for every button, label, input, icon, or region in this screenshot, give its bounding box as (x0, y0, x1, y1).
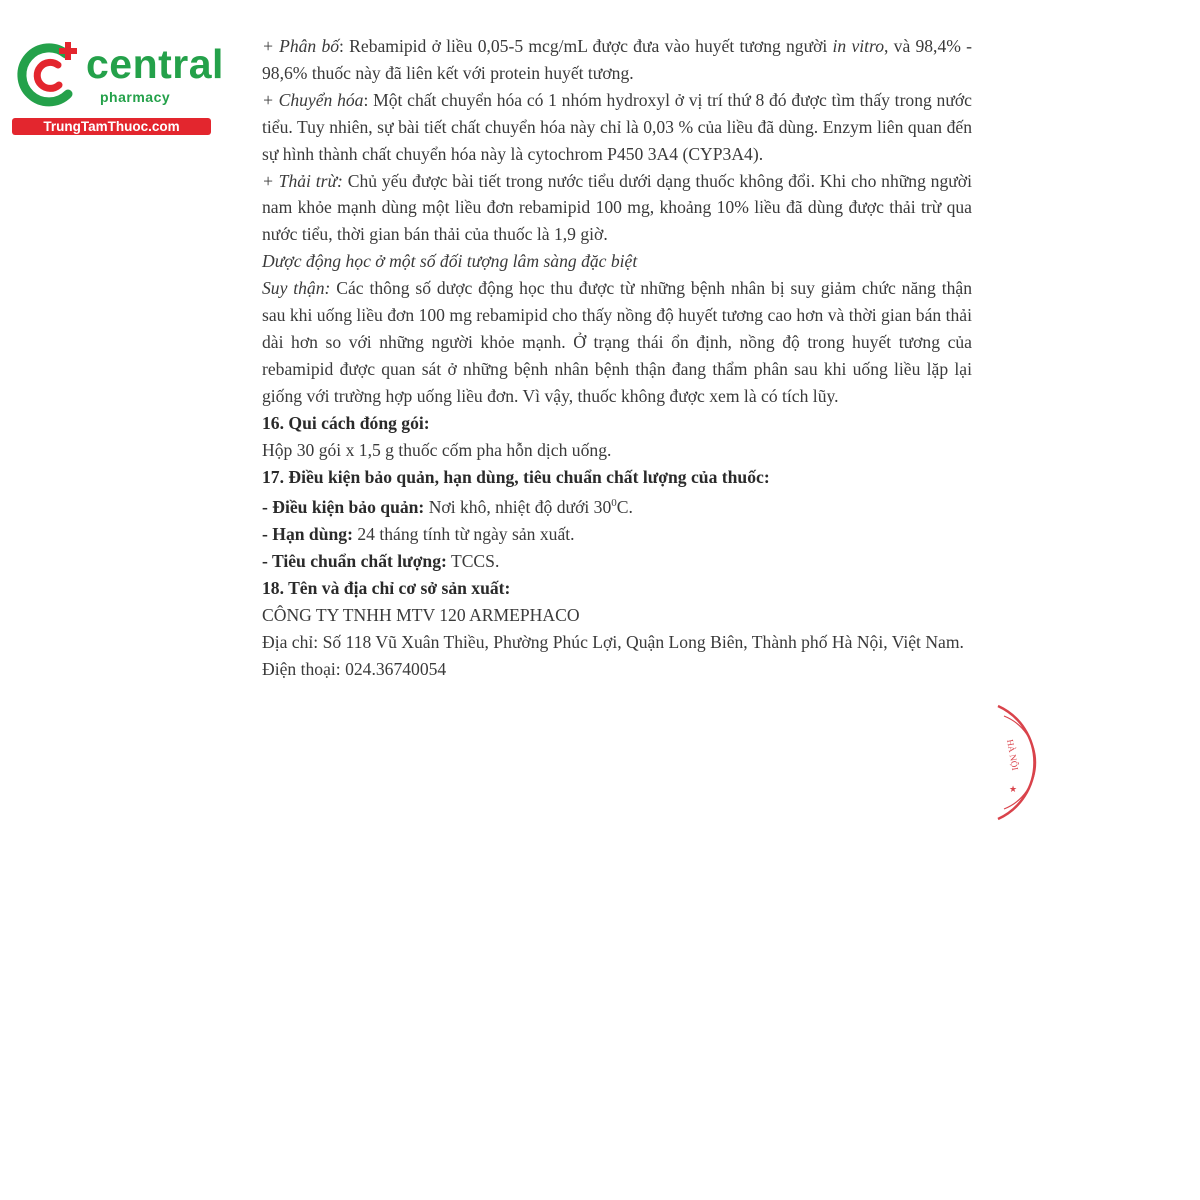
expiry-label: - Hạn dùng: (262, 524, 353, 545)
section-16-heading (262, 410, 972, 437)
storage-unit: C. (616, 497, 633, 518)
storage-label: - Điều kiện bảo quản: (262, 497, 425, 518)
storage-line (262, 490, 972, 521)
stamp-text: HÀ NỘI (1005, 738, 1021, 772)
brand-subtitle: pharmacy (100, 89, 171, 105)
company-address: Địa chỉ: Số 118 Vũ Xuân Thiều, Phường Phúc Lợi, Quận Long Biên, Thành phố Hà Nội, Việt Nam. (262, 631, 964, 652)
central-pharmacy-cross-icon (10, 36, 90, 116)
quality-label: - Tiêu chuẩn chất lượng: (262, 551, 447, 572)
text-phan-bo-2: , và 98,4% - 98,6% thuốc này đã liên kết với protein huyết tương. (262, 36, 972, 83)
section-17-heading (262, 464, 972, 491)
section-16-text: Hộp 30 gói x 1,5 g thuốc cốm pha hỗn dịch uống. (262, 439, 612, 460)
expiry-line (262, 521, 972, 548)
central-pharmacy-logo (10, 36, 224, 136)
section-17-title: 17. Điều kiện bảo quản, hạn dùng, tiêu chuẩn chất lượng của thuốc: (262, 466, 770, 487)
company-name: CÔNG TY TNHH MTV 120 ARMEPHACO (262, 604, 580, 625)
text-chuyen-hoa: : Một chất chuyển hóa có 1 nhóm hydroxyl ở vị trí thứ 8 đó được tìm thấy trong nước tiểu. Tuy nhiên, sự bài tiết chất chuyển hóa này chỉ là 0,03 % của liều đã dùng. Enzym liên quan đến sự hình thành chất chuyển hóa này là cytochrom P450 3A4 (CYP3A4). (262, 89, 972, 164)
label-chuyen-hoa: + Chuyển hóa (262, 89, 364, 110)
storage-degree: 0 (611, 497, 617, 510)
text-in-vitro: in vitro (832, 36, 885, 56)
paragraph-thai-tru (262, 168, 972, 249)
brand-name: central (86, 41, 224, 87)
paragraph-phan-bo (262, 33, 972, 87)
document-body (262, 33, 972, 683)
stamp-star-icon: ★ (1009, 784, 1018, 794)
storage-value: Nơi khô, nhiệt độ dưới 30 (424, 497, 612, 518)
text-suy-than: Các thông số dược động học thu được từ những bệnh nhân bị suy giảm chức năng thận sau khi uống liều đơn 100 mg rebamipid cho thấy nồng độ huyết tương cao hơn và thời gian bán thải dài hơn so với những người khỏe mạnh. Ở trạng thái ổn định, nồng độ trong huyết tương của rebamipid được quan sát ở những bệnh nhân bệnh thận đang thẩm phân sau khi uống liều lặp lại giống với trường hợp uống liều đơn. Vì vậy, thuốc không được xem là có tích lũy. (262, 278, 972, 406)
section-16-title: 16. Qui cách đóng gói: (262, 412, 430, 433)
red-seal-stamp-icon (990, 700, 1040, 825)
quality-value: TCCS. (446, 551, 500, 572)
label-thai-tru: + Thải trừ: (262, 170, 343, 191)
label-phan-bo: + Phân bố (262, 36, 340, 56)
section-18-title: 18. Tên và địa chỉ cơ sở sản xuất: (262, 577, 511, 598)
company-phone: Điện thoại: 024.36740054 (262, 658, 447, 679)
special-populations-heading: Dược động học ở một số đối tượng lâm sàng đặc biệt (262, 251, 638, 272)
paragraph-suy-than (262, 275, 972, 410)
label-suy-than: Suy thận: (262, 278, 331, 299)
paragraph-chuyen-hoa (262, 87, 972, 168)
section-18-heading (262, 575, 972, 602)
expiry-value: 24 tháng tính từ ngày sản xuất. (352, 524, 575, 545)
text-phan-bo-1: : Rebamipid ở liều 0,05-5 mcg/mL được đưa vào huyết tương người (339, 36, 833, 56)
site-banner: TrungTamThuoc.com (12, 118, 211, 135)
text-thai-tru: Chủ yếu được bài tiết trong nước tiểu dưới dạng thuốc không đổi. Khi cho những người nam khỏe mạnh dùng một liều đơn rebamipid 100 mg, khoảng 10% liều đã dùng được thải trừ qua nước tiểu, thời gian bán thải của thuốc là 1,9 giờ. (262, 170, 972, 245)
quality-line (262, 548, 972, 575)
